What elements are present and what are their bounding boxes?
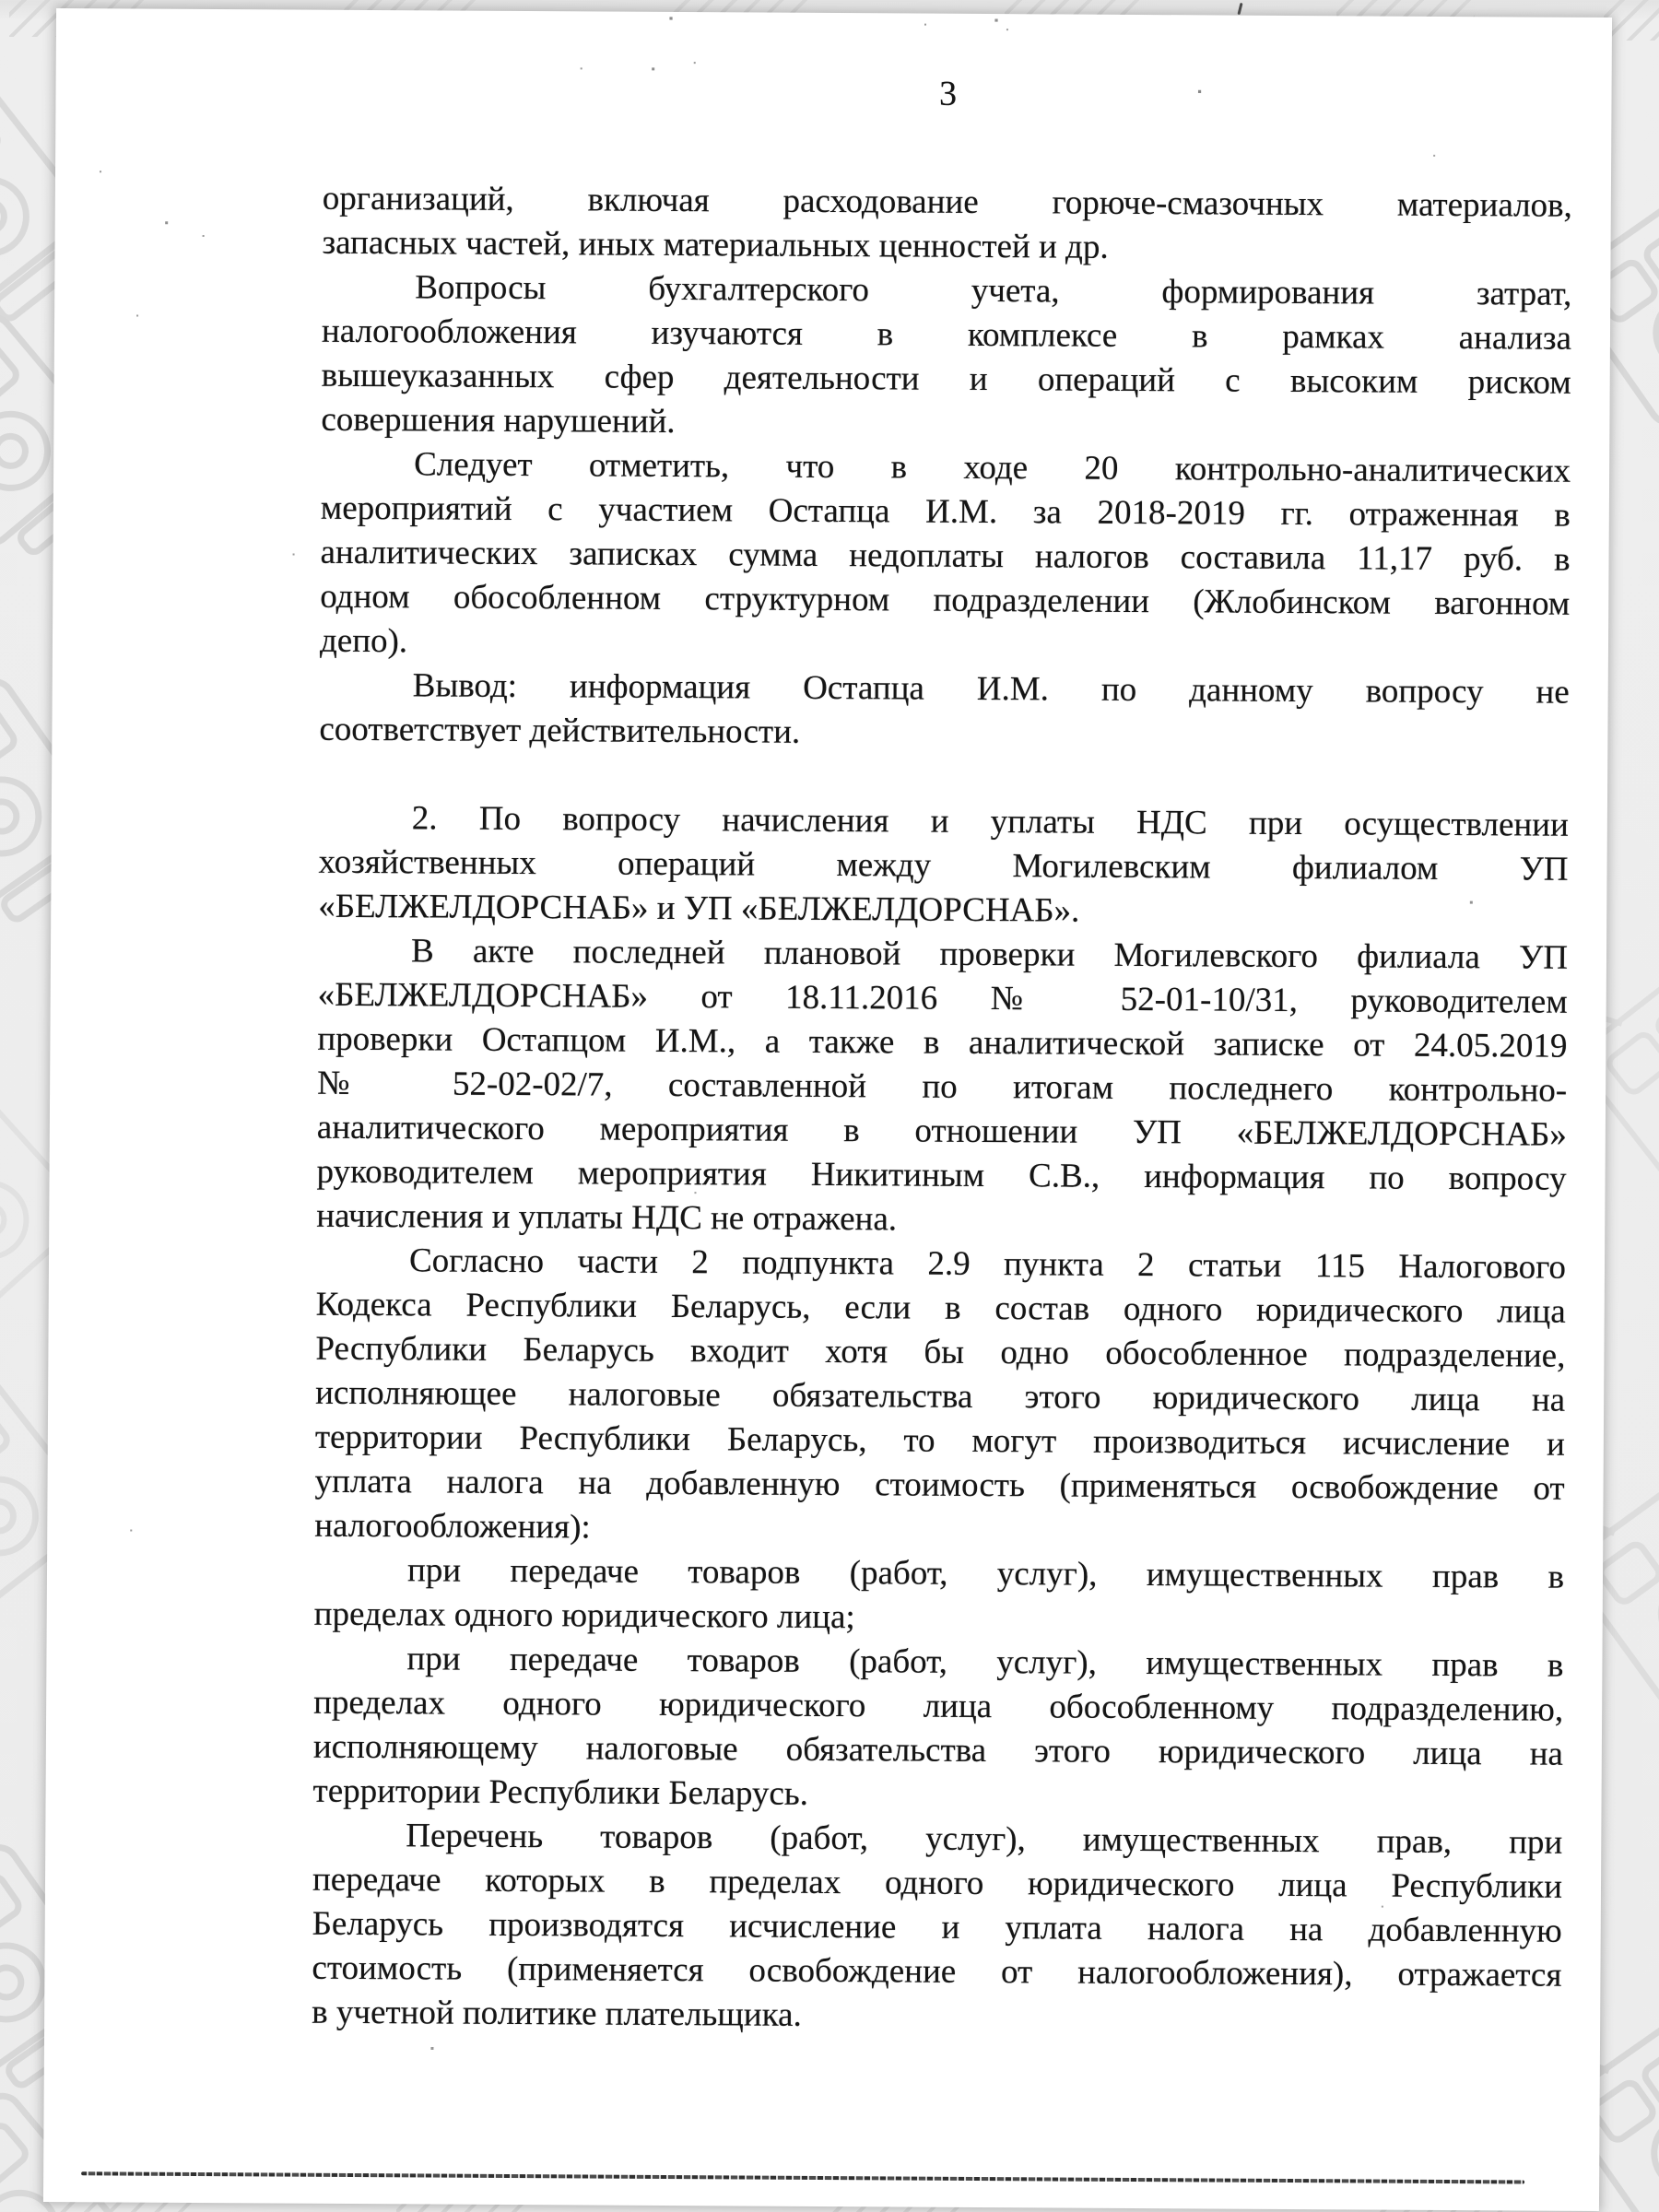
paragraph <box>320 442 1571 671</box>
paragraph <box>316 929 1568 1246</box>
paragraph <box>319 664 1570 759</box>
document-text <box>312 177 1572 2042</box>
scan-speck-dots <box>56 8 58 10</box>
text-line: В акте последней плановой проверки Могилевского филиала УП <box>410 932 1569 977</box>
text-line: № 52-02-02/7, составленной по итогам последнего контрольно- <box>317 1064 1568 1110</box>
text-line: совершения нарушений. <box>321 400 676 441</box>
document-page <box>43 8 1612 2211</box>
text-line: вышеуказанных сфер деятельности и операций с высоким риском <box>321 356 1571 402</box>
text-line: налогообложения изучаются в комплексе в рамках анализа <box>321 312 1572 358</box>
paragraph <box>314 1239 1566 1556</box>
text-line: исполняющему налоговые обязательства этого юридического лица на <box>312 1727 1563 1773</box>
text-line: проверки Остапцом И.М., а также в аналитической записке от 24.05.2019 <box>317 1019 1568 1065</box>
text-line: мероприятий с участием Остапца И.М. за 2018-2019 гг. отраженная в <box>320 488 1571 535</box>
paragraph <box>322 177 1572 273</box>
paragraph <box>321 265 1571 450</box>
text-line: в учетной политике плательщика. <box>312 1993 802 2034</box>
paragraph <box>312 1637 1563 1821</box>
text-line: Вопросы бухгалтерского учета, формирования затрат, <box>415 268 1572 313</box>
text-line: начисления и уплаты НДС не отражена. <box>316 1196 898 1239</box>
paragraph <box>314 1548 1565 1644</box>
document-content <box>312 68 1573 2042</box>
text-line: Вывод: информация Остапца И.М. по данному вопросу не <box>412 666 1570 712</box>
scan-speckle-line <box>81 2171 1524 2183</box>
paragraph <box>318 796 1569 936</box>
text-line: аналитического мероприятия в отношении УП «БЕЛЖЕЛДОРСНАБ» <box>316 1108 1567 1154</box>
text-line: 2. По вопросу начисления и уплаты НДС при осуществлении <box>411 799 1569 844</box>
page-number: 3 <box>938 74 958 113</box>
text-line: запасных частей, иных материальных ценностей и др. <box>322 223 1109 266</box>
text-line: пределах одного юридического лица; <box>313 1594 855 1637</box>
text-line: Беларусь производятся исчисление и уплата налога на добавленную <box>312 1904 1562 1950</box>
text-line: депо). <box>319 621 408 661</box>
text-line: стоимость (применяется освобождение от налогообложения), отражается <box>312 1948 1562 1994</box>
text-line: «БЕЛЖЕЛДОРСНАБ» от 18.11.2016 № 52-01-10/31, руководителем <box>317 975 1568 1021</box>
text-line: организаций, включая расходование горюче-смазочных материалов, <box>322 179 1572 225</box>
text-line: Республики Беларусь входит хотя бы одно обособленное подразделение, <box>315 1329 1566 1375</box>
text-line: «БЕЛЖЕЛДОРСНАБ» и УП «БЕЛЖЕЛДОРСНАБ». <box>318 887 1080 930</box>
text-line: аналитических записках сумма недоплаты налогов составила 11,17 руб. в <box>320 533 1571 579</box>
text-line: уплата налога на добавленную стоимость (применяться освобождение от <box>314 1462 1565 1508</box>
text-line: одном обособленном структурном подразделении (Жлобинском вагонном <box>320 577 1571 623</box>
text-line: Перечень товаров (работ, услуг), имущественных прав, при <box>406 1817 1563 1862</box>
text-line: исполняющее налоговые обязательства этого юридического лица на <box>315 1373 1566 1419</box>
text-line: при передаче товаров (работ, услуг), имущественных прав в <box>406 1551 1565 1596</box>
paragraph <box>312 1814 1562 2042</box>
text-line: хозяйственных операций между Могилевским филиалом УП <box>318 842 1569 888</box>
text-line: Согласно части 2 подпункта 2.9 пункта 2 статьи 115 Налогового <box>408 1241 1567 1287</box>
text-line: территории Республики Беларусь. <box>312 1771 809 1813</box>
text-line: налогообложения): <box>314 1506 591 1547</box>
text-line: при передаче товаров (работ, услуг), имущественных прав в <box>406 1640 1564 1685</box>
text-line: пределах одного юридического лица обособленному подразделению, <box>313 1683 1564 1729</box>
text-line: территории Республики Беларусь, то могут производиться исчисление и <box>314 1418 1565 1464</box>
text-line: Следует отметить, что в ходе 20 контрольно-аналитических <box>414 445 1571 490</box>
text-line: руководителем мероприятия Никитиным С.В., информация по вопросу <box>316 1152 1567 1198</box>
text-line: передаче которых в пределах одного юридического лица Республики <box>312 1860 1563 1906</box>
text-line: соответствует действительности. <box>319 710 801 751</box>
text-line: Кодекса Республики Беларусь, если в состав одного юридического лица <box>315 1285 1566 1331</box>
